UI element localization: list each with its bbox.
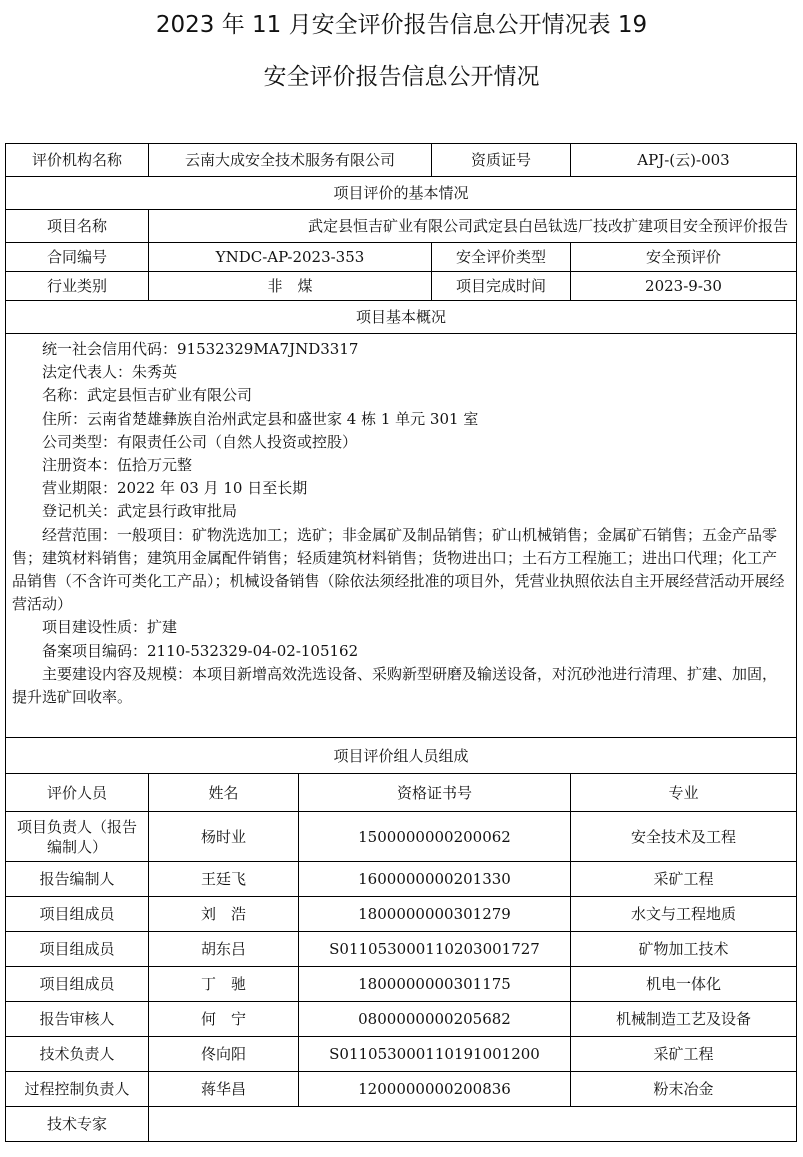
table-row (6, 1107, 797, 1142)
team-header: 专业 (571, 774, 797, 812)
member-role: 项目组成员 (6, 932, 149, 967)
member-cert: S011053000110203001727 (299, 932, 571, 967)
expert-value (149, 1107, 797, 1142)
member-cert: 1800000000301279 (299, 897, 571, 932)
member-cert: S011053000110191001200 (299, 1037, 571, 1072)
member-name: 佟向阳 (149, 1037, 299, 1072)
contract-value: YNDC-AP-2023-353 (149, 243, 432, 272)
finish-label: 项目完成时间 (432, 272, 571, 301)
member-role: 项目负责人（报告编制人） (6, 812, 149, 862)
member-cert: 1800000000301175 (299, 967, 571, 1002)
member-cert: 0800000000205682 (299, 1002, 571, 1037)
member-name: 王廷飞 (149, 862, 299, 897)
member-name: 丁 驰 (149, 967, 299, 1002)
member-cert: 1200000000200836 (299, 1072, 571, 1107)
team-header: 资格证书号 (299, 774, 571, 812)
overview-line: 法定代表人：朱秀英 (42, 363, 178, 382)
project-label: 项目名称 (6, 210, 149, 243)
overview-line: 统一社会信用代码：91532329MA7JND3317 (42, 340, 359, 358)
overview-line: 登记机关：武定县行政审批局 (42, 502, 238, 521)
overview-line: 公司类型：有限责任公司（自然人投资或控股） (42, 432, 358, 451)
member-major: 机电一体化 (571, 967, 797, 1002)
member-name: 杨时业 (149, 812, 299, 862)
cert-value: APJ-(云)-003 (571, 144, 797, 177)
member-role: 项目组成员 (6, 897, 149, 932)
table-row (6, 897, 797, 932)
overview-line: 营业期限：2022 年 03 月 10 日至长期 (42, 479, 308, 498)
member-name: 刘 浩 (149, 897, 299, 932)
project-value: 武定县恒吉矿业有限公司武定县白邑钛选厂技改扩建项目安全预评价报告 (149, 210, 797, 243)
overview-section-title: 项目基本概况 (6, 301, 797, 334)
table-row (6, 1002, 797, 1037)
member-major: 粉末冶金 (571, 1072, 797, 1107)
contract-label: 合同编号 (6, 243, 149, 272)
overview-line: 项目建设性质：扩建 (42, 618, 178, 637)
overview-line: 经营范围：一般项目：矿物洗选加工；选矿；非金属矿及制品销售；矿山机械销售；金属矿石销售；五金产品零售；建筑材料销售；建筑用金属配件销售；轻质建筑材料销售；货物进出口；土石方工程施工；进出口代理；化工产品销售（不含许可类化工产品）；机械设备销售（除依法须经批准的项目外，凭营业执照依法自主开展经营活动开展经营活动） (12, 525, 785, 614)
member-name: 蒋华昌 (149, 1072, 299, 1107)
org-label: 评价机构名称 (6, 144, 149, 177)
member-major: 采矿工程 (571, 1037, 797, 1072)
overview-line: 主要建设内容及规模：本项目新增高效洗选设备、采购新型研磨及输送设备，对沉砂池进行清理、扩建、加固，提升选矿回收率。 (12, 664, 778, 707)
industry-value: 非 煤 (149, 272, 432, 301)
finish-value: 2023-9-30 (571, 272, 797, 301)
overview-line: 名称：武定县恒吉矿业有限公司 (42, 386, 253, 405)
team-header: 评价人员 (6, 774, 149, 812)
overview-line: 住所：云南省楚雄彝族自治州武定县和盛世家 4 栋 1 单元 301 室 (42, 409, 479, 428)
document-subtitle: 安全评价报告信息公开情况 (263, 64, 540, 90)
team-section-title: 项目评价组人员组成 (6, 738, 797, 774)
industry-label: 行业类别 (6, 272, 149, 301)
member-major: 采矿工程 (571, 862, 797, 897)
member-role: 过程控制负责人 (6, 1072, 149, 1107)
member-role: 项目组成员 (6, 967, 149, 1002)
table-row (6, 1072, 797, 1107)
member-name: 胡东吕 (149, 932, 299, 967)
disclosure-table (5, 143, 797, 774)
team-header: 姓名 (149, 774, 299, 812)
member-name: 何 宁 (149, 1002, 299, 1037)
table-row (6, 862, 797, 897)
table-row (6, 932, 797, 967)
table-row (6, 967, 797, 1002)
type-value: 安全预评价 (571, 243, 797, 272)
type-label: 安全评价类型 (432, 243, 571, 272)
overview-line: 备案项目编码：2110-532329-04-02-105162 (42, 641, 359, 660)
member-cert: 1600000000201330 (299, 862, 571, 897)
document-title: 2023 年 11 月安全评价报告信息公开情况表 19 (155, 12, 648, 38)
member-major: 机械制造工艺及设备 (571, 1002, 797, 1037)
team-table (5, 773, 797, 1142)
org-row (6, 144, 797, 177)
member-role: 报告编制人 (6, 862, 149, 897)
member-cert: 1500000000200062 (299, 812, 571, 862)
member-major: 矿物加工技术 (571, 932, 797, 967)
overview-body (6, 334, 797, 738)
overview-line: 注册资本：伍拾万元整 (42, 456, 193, 475)
member-role: 报告审核人 (6, 1002, 149, 1037)
org-value: 云南大成安全技术服务有限公司 (149, 144, 432, 177)
team-header-row (6, 774, 797, 812)
member-role: 技术负责人 (6, 1037, 149, 1072)
table-row (6, 812, 797, 862)
member-major: 水文与工程地质 (571, 897, 797, 932)
member-major: 安全技术及工程 (571, 812, 797, 862)
cert-label: 资质证号 (432, 144, 571, 177)
expert-label: 技术专家 (6, 1107, 149, 1142)
basic-section-title: 项目评价的基本情况 (6, 177, 797, 210)
table-row (6, 1037, 797, 1072)
